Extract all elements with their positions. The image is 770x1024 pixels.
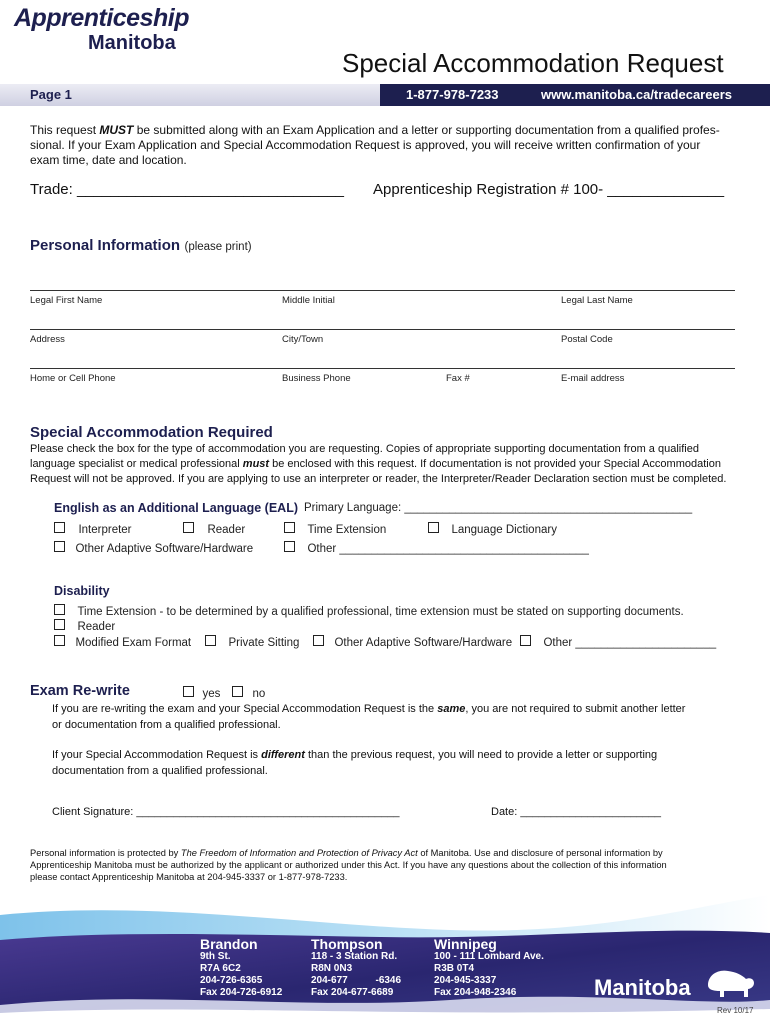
label-fax: Fax # bbox=[446, 373, 470, 384]
disability-reader-option[interactable]: Reader bbox=[54, 617, 115, 635]
rewrite-no-checkbox[interactable] bbox=[232, 686, 243, 697]
eal-interpreter-checkbox[interactable] bbox=[54, 522, 65, 533]
eal-reader-checkbox[interactable] bbox=[183, 522, 194, 533]
eal-language-dictionary-option[interactable]: Language Dictionary bbox=[428, 520, 557, 538]
eal-time-extension-option[interactable]: Time Extension bbox=[284, 520, 386, 538]
manitoba-wordmark: Manitoba bbox=[594, 975, 691, 1000]
label-middle-initial: Middle Initial bbox=[282, 295, 335, 306]
privacy-notice: Personal information is protected by The Freedom of Information and Protection of Privacy Act of Manitoba. Use and disclosure of personal information by Apprenticeship Manitoba must be authorized by the applicant or authorized under this Act. If you have any questions about the collection of this information please contact Apprenticeship Manitoba at 204-945-3337 or 1-877-978-7233. bbox=[30, 848, 667, 882]
bison-icon bbox=[704, 965, 756, 1001]
logo-manitoba: Manitoba bbox=[88, 32, 176, 54]
office-brandon: Brandon 9th St. R7A 6C2 204-726-6365 Fax 204-726-6912 bbox=[200, 936, 283, 998]
eal-other-checkbox[interactable] bbox=[284, 541, 295, 552]
disability-reader-checkbox[interactable] bbox=[54, 619, 65, 630]
disability-private-sitting-checkbox[interactable] bbox=[205, 635, 216, 646]
trade-field[interactable]: Trade: ________________________________ bbox=[30, 181, 344, 198]
label-first-name: Legal First Name bbox=[30, 295, 103, 306]
page-number: Page 1 bbox=[30, 87, 72, 102]
date-field[interactable]: Date: _______________________ bbox=[491, 806, 662, 818]
label-email: E-mail address bbox=[561, 373, 625, 384]
eal-adaptive-software-checkbox[interactable] bbox=[54, 541, 65, 552]
disability-other-option[interactable]: Other ______________________ bbox=[520, 633, 716, 651]
label-postal-code: Postal Code bbox=[561, 334, 613, 345]
name-line[interactable] bbox=[30, 290, 735, 291]
phone-line[interactable] bbox=[30, 368, 735, 369]
rewrite-same-text: If you are re-writing the exam and your Special Accommodation Request is the same, you are not required to submit another letter or documentation from a qualified professional. bbox=[52, 703, 686, 731]
address-line[interactable] bbox=[30, 329, 735, 330]
logo-apprenticeship: Apprenticeship bbox=[14, 4, 189, 32]
phone-number: 1-877-978-7233 bbox=[406, 87, 499, 102]
rewrite-different-text: If your Special Accommodation Request is different than the previous request, you will need to provide a letter or supporting documentation from a qualified professional. bbox=[52, 749, 658, 777]
rewrite-yes-checkbox[interactable] bbox=[183, 686, 194, 697]
office-winnipeg: Winnipeg 100 - 111 Lombard Ave. R3B 0T4 204-945-3337 Fax 204-948-2346 bbox=[434, 936, 544, 998]
eal-interpreter-option[interactable]: Interpreter bbox=[54, 520, 132, 538]
exam-rewrite-heading: Exam Re-write bbox=[30, 683, 130, 699]
label-business-phone: Business Phone bbox=[282, 373, 351, 384]
label-city: City/Town bbox=[282, 334, 324, 345]
disability-other-checkbox[interactable] bbox=[520, 635, 531, 646]
special-accommodation-text: Please check the box for the type of accommodation you are requesting. Copies of appropriate supporting documentation from a qualified language specialist or medical professional must be enclosed with this request. If documentation is not provided your Special Accommodation Request will not be approved. If you are applying to use an interpreter or reader, the Interpreter/Reader Declaration section must be completed. bbox=[30, 443, 727, 485]
eal-language-dictionary-checkbox[interactable] bbox=[428, 522, 439, 533]
rewrite-yes-option[interactable]: yes bbox=[183, 684, 220, 702]
page-title: Special Accommodation Request bbox=[342, 48, 724, 78]
eal-adaptive-software-option[interactable]: Other Adaptive Software/Hardware bbox=[54, 539, 253, 557]
revision-label: Rev 10/17 bbox=[717, 1006, 754, 1015]
disability-private-sitting-option[interactable]: Private Sitting bbox=[205, 633, 299, 651]
eal-reader-option[interactable]: Reader bbox=[183, 520, 245, 538]
registration-field[interactable]: Apprenticeship Registration # 100- ______________ bbox=[373, 181, 725, 198]
disability-adaptive-software-option[interactable]: Other Adaptive Software/Hardware bbox=[313, 633, 512, 651]
intro-text: This request MUST be submitted along with an Exam Application and a letter or supporting documentation from a qualified profes- sional. If your Exam Application and Special Accommodation Request is approved, you will receive written confirmation of your exam time, date and location. bbox=[30, 123, 720, 167]
label-address: Address bbox=[30, 334, 65, 345]
header-bar bbox=[0, 84, 770, 106]
disability-heading: Disability bbox=[54, 584, 110, 598]
disability-time-extension-option[interactable]: Time Extension - to be determined by a qualified professional, time extension must be stated on supporting documents. bbox=[54, 602, 684, 620]
rewrite-no-option[interactable]: no bbox=[232, 684, 265, 702]
eal-time-extension-checkbox[interactable] bbox=[284, 522, 295, 533]
eal-heading: English as an Additional Language (EAL) bbox=[54, 501, 298, 515]
office-thompson: Thompson 118 - 3 Station Rd. R8N 0N3 204-677 -6346 Fax 204-677-6689 bbox=[311, 936, 402, 998]
disability-time-extension-checkbox[interactable] bbox=[54, 604, 65, 615]
primary-language-field[interactable]: Primary Language: _____________________________________________ bbox=[304, 502, 693, 514]
label-last-name: Legal Last Name bbox=[561, 295, 633, 306]
eal-other-option[interactable]: Other _______________________________________ bbox=[284, 539, 589, 557]
label-home-phone: Home or Cell Phone bbox=[30, 373, 116, 384]
disability-modified-format-option[interactable]: Modified Exam Format bbox=[54, 633, 191, 651]
personal-info-heading: Personal Information (please print) bbox=[30, 237, 252, 254]
disability-modified-format-checkbox[interactable] bbox=[54, 635, 65, 646]
client-signature-field[interactable]: Client Signature: ___________________________________________ bbox=[52, 806, 400, 818]
special-accommodation-heading: Special Accommodation Required bbox=[30, 424, 273, 441]
disability-adaptive-software-checkbox[interactable] bbox=[313, 635, 324, 646]
website-link[interactable]: www.manitoba.ca/tradecareers bbox=[541, 87, 732, 102]
